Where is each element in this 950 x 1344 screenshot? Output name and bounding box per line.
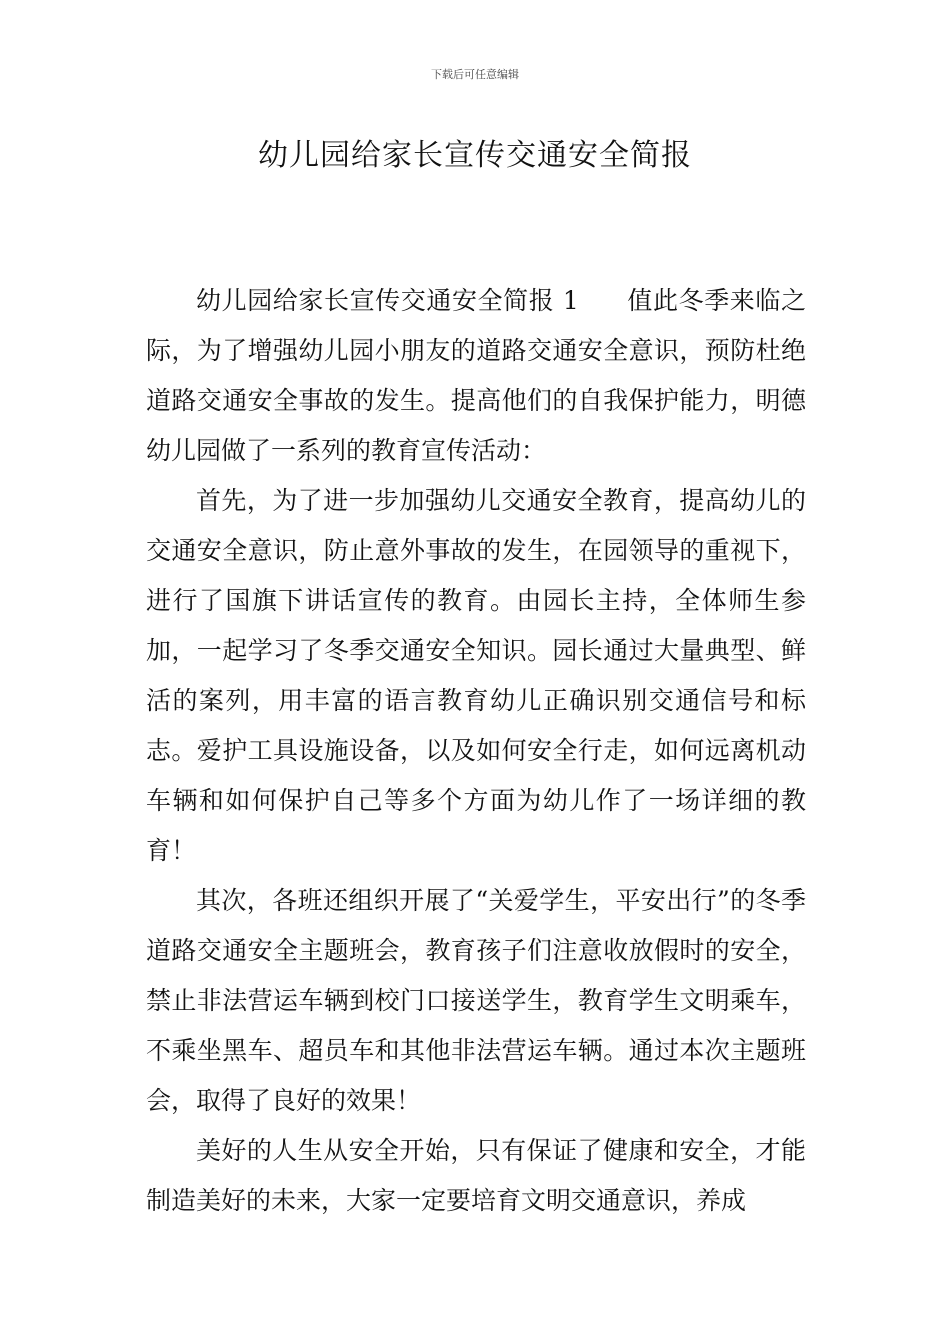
paragraph-1	[146, 276, 806, 476]
paragraph-1-text: 值此冬季来临之际，为了增强幼儿园小朋友的道路交通安全意识，预防杜绝道路交通安全事故的发生。提高他们的自我保护能力，明德幼儿园做了一系列的教育宣传活动：	[146, 286, 806, 465]
document-body	[146, 276, 806, 1226]
paragraph-1-heading: 幼儿园给家长宣传交通安全简报 1	[196, 286, 579, 315]
document-title: 幼儿园给家长宣传交通安全简报	[258, 138, 692, 173]
paragraph-3: 其次，各班还组织开展了“关爱学生，平安出行”的冬季道路交通安全主题班会，教育孩子们注意收放假时的安全，禁止非法营运车辆到校门口接送学生，教育学生文明乘车，不乘坐黑车、超员车和其他非法营运车辆。通过本次主题班会，取得了良好的效果！	[146, 886, 806, 1115]
paragraph-4: 美好的人生从安全开始，只有保证了健康和安全，才能制造美好的未来，大家一定要培育文明交通意识，养成	[146, 1136, 806, 1215]
paragraph-2: 首先，为了进一步加强幼儿交通安全教育，提高幼儿的交通安全意识，防止意外事故的发生，在园领导的重视下，进行了国旗下讲话宣传的教育。由园长主持，全体师生参加，一起学习了冬季交通安全知识。园长通过大量典型、鲜活的案列，用丰富的语言教育幼儿正确识别交通信号和标志。爱护工具设施设备，以及如何安全行走，如何远离机动车辆和如何保护自己等多个方面为幼儿作了一场详细的教育！	[146, 486, 806, 865]
header-note: 下载后可任意编辑	[431, 68, 519, 81]
